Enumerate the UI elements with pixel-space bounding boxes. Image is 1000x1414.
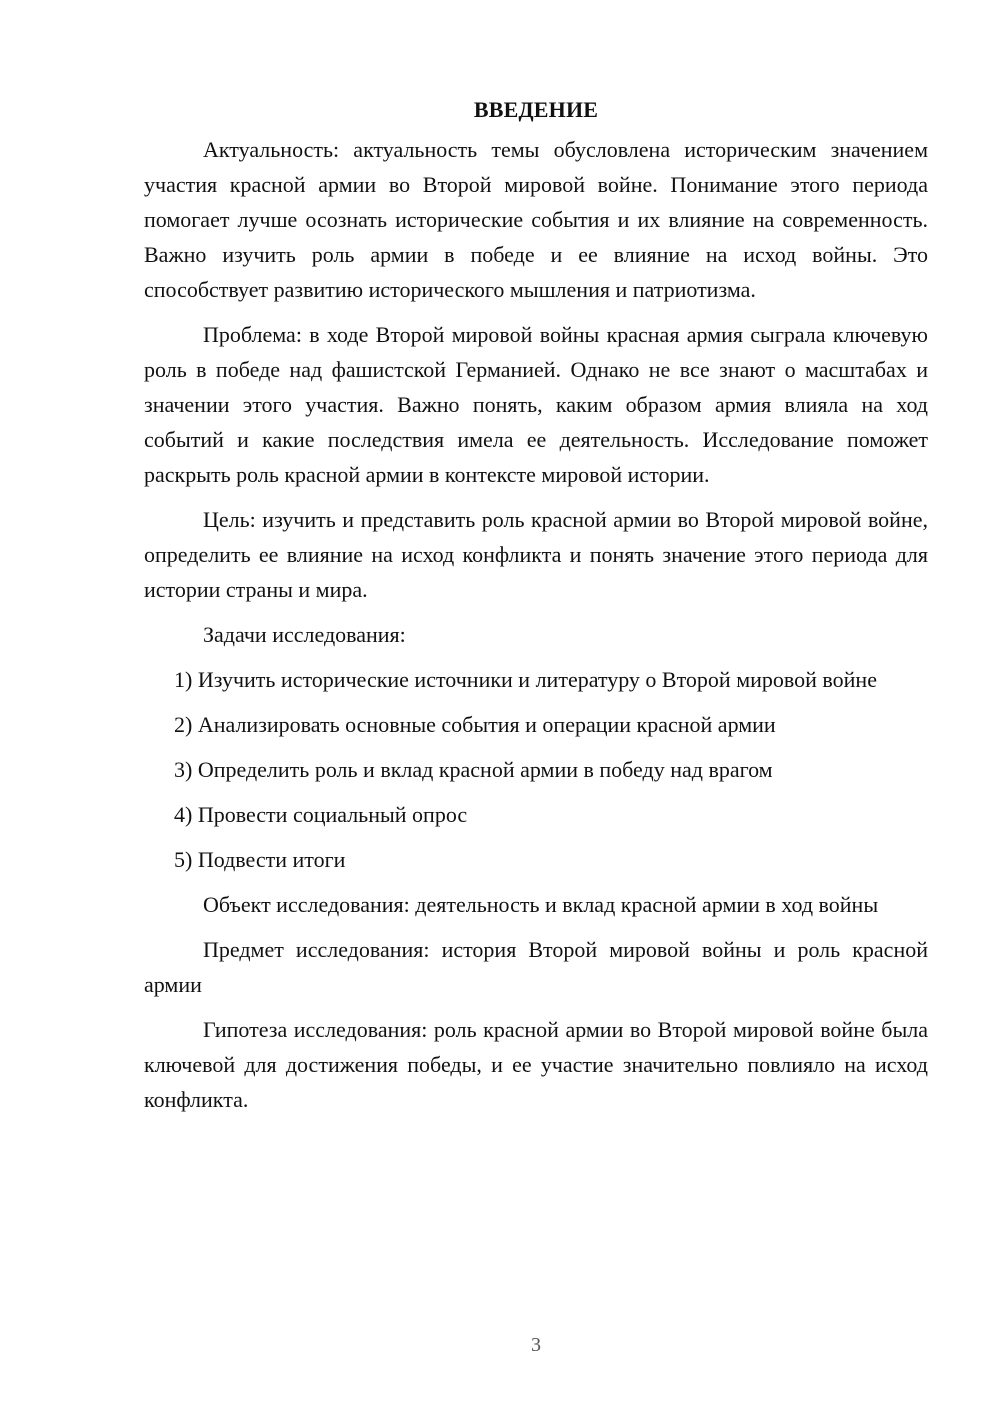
- paragraph-problem: Проблема: в ходе Второй мировой войны красная армия сыграла ключевую роль в победе над фашистской Германией. Однако не все знают о масштабах и значении этого участия. Важно понять, каким образом армия влияла на ход событий и какие последствия имела ее деятельность. Исследование поможет раскрыть роль красной армии в контексте мировой истории.: [144, 322, 928, 487]
- task-list: [144, 662, 928, 877]
- page-number: 3: [531, 1334, 541, 1356]
- list-item: 5) Подвести итоги: [174, 847, 346, 872]
- list-item: 3) Определить роль и вклад красной армии в победу над врагом: [174, 757, 773, 782]
- paragraph-object: Объект исследования: деятельность и вклад красной армии в ход войны: [203, 892, 879, 917]
- list-item: 4) Провести социальный опрос: [174, 802, 468, 827]
- list-item: 1) Изучить исторические источники и литературу о Второй мировой войне: [174, 667, 877, 692]
- paragraph-subject: Предмет исследования: история Второй мировой войны и роль красной армии: [144, 937, 928, 997]
- paragraph-tasks-intro: Задачи исследования:: [203, 622, 406, 647]
- page-title: ВВЕДЕНИЕ: [473, 97, 599, 122]
- page-body: [144, 92, 928, 1127]
- paragraph-relevance: Актуальность: актуальность темы обусловлена историческим значением участия красной армии во Второй мировой войне. Понимание этого периода помогает лучше осознать исторические события и их влияние на современность. Важно изучить роль армии в победе и ее влияние на исход войны. Это способствует развитию исторического мышления и патриотизма.: [144, 137, 928, 302]
- paragraph-hypothesis: Гипотеза исследования: роль красной армии во Второй мировой войне была ключевой для достижения победы, и ее участие значительно повлияло на исход конфликта.: [144, 1017, 928, 1112]
- paragraph-goal: Цель: изучить и представить роль красной армии во Второй мировой войне, определить ее влияние на исход конфликта и понять значение этого периода для истории страны и мира.: [144, 507, 928, 602]
- list-item: 2) Анализировать основные события и операции красной армии: [174, 712, 776, 737]
